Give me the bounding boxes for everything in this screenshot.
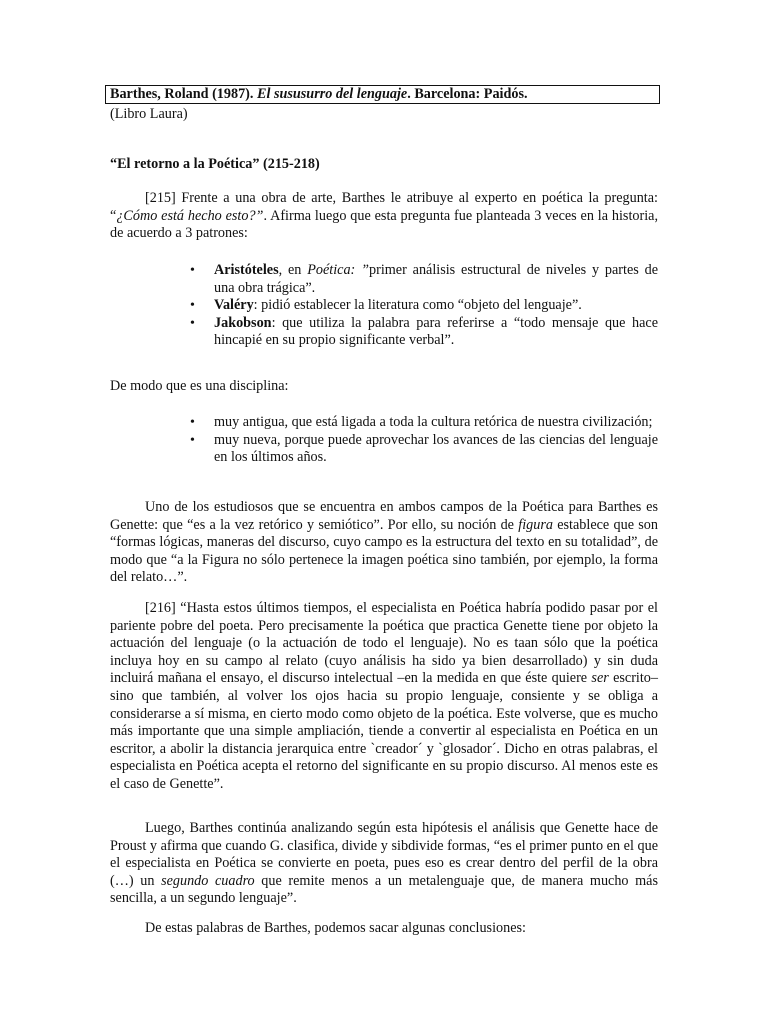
list-item: • Jakobson: que utiliza la palabra para referirse a “todo mensaje que hace hincapié en su propio significante verbal”. (178, 315, 658, 350)
list-item: • Valéry: pidió establecer la literatura como “objeto del lenguaje”. (178, 297, 658, 315)
luego-paragraph: Luego, Barthes continúa analizando según esta hipótesis el análisis que Genette hace de Proust y afirma que cuando G. clasifica, divide y sibdivide formas, “es el primer punto en el que el especialista en Poética se convierte en poeta, pues eso es crear dentro del perfil de la obra (…) un segundo cuadro que remite menos a un metalenguaje que, de manera mucho más sencilla, a un segundo lenguaje”. (110, 820, 658, 907)
quote-216-paragraph: [216] “Hasta estos últimos tiempos, el especialista en Poética habría podido pasar por el pariente pobre del poeta. Pero precisamente la poética que practica Genette tiene por objeto la actuación del lenguaje (o la actuación de todo el lenguaje). No es taan sólo que la poética incluya hoy en su campo al relato (cuyo análisis ha sido ya bien desarrollado) y sin duda incluirá mañana el ensayo, el discurso intelectual –en la medida en que éste quiere ser escrito– sino que también, al volver los ojos hacia su propio lenguaje, consiente y se obliga a considerarse a sí misma, en cierto modo como objeto de la poética. Este volverse, que es mucho más importante que una simple ampliación, tiende a convertir al especialista en Poética en un escritor, a abolir la distancia jerarquica entre `creador´ y `glosador´. Dicho en otras palabras, el especialista en Poética acepta el retorno del significante en su propio discurso. Al menos este es el caso de Genette”. (110, 600, 658, 792)
intro-paragraph: [215] Frente a una obra de arte, Barthes le atribuye al experto en poética la pregunta: “¿Cómo está hecho esto?”. Afirma luego que esta pregunta fue planteada 3 veces en la historia, de acuerdo a 3 patrones: (110, 190, 658, 242)
bibliographic-reference (105, 85, 660, 104)
reference-title: El sususurro del lenguaje (257, 86, 408, 102)
list-item: • Aristóteles, en Poética: ”primer análisis estructural de niveles y partes de una obra trágica”. (178, 262, 658, 297)
discipline-intro: De modo que es una disciplina: (110, 378, 289, 394)
reference-publisher: . Barcelona: Paidós. (407, 86, 528, 102)
list-item: • muy antigua, que está ligada a toda la cultura retórica de nuestra civilización; (178, 414, 658, 432)
patterns-list (178, 262, 658, 350)
conclusion-paragraph: De estas palabras de Barthes, podemos sacar algunas conclusiones: (145, 920, 526, 936)
genette-paragraph: Uno de los estudiosos que se encuentra en ambos campos de la Poética para Barthes es Genette: que “es a la vez retórico y semiótico”. Por ello, su noción de figura establece que son “formas lógicas, maneras del discurso, cuyo campo es la estructura del texto en su totalidad”, de modo que “a la Figura no sólo pertenece la imagen poética sino también, por ejemplo, la forma del relato…”. (110, 499, 658, 586)
discipline-list (178, 414, 658, 467)
reference-author-year: Barthes, Roland (1987). (110, 86, 254, 102)
section-title: “El retorno a la Poética” (215-218) (110, 156, 320, 172)
list-item: • muy nueva, porque puede aprovechar los avances de las ciencias del lenguaje en los últimos años. (178, 432, 658, 467)
source-note: (Libro Laura) (110, 106, 188, 122)
question-text: ¿Cómo está hecho esto?” (116, 207, 264, 224)
